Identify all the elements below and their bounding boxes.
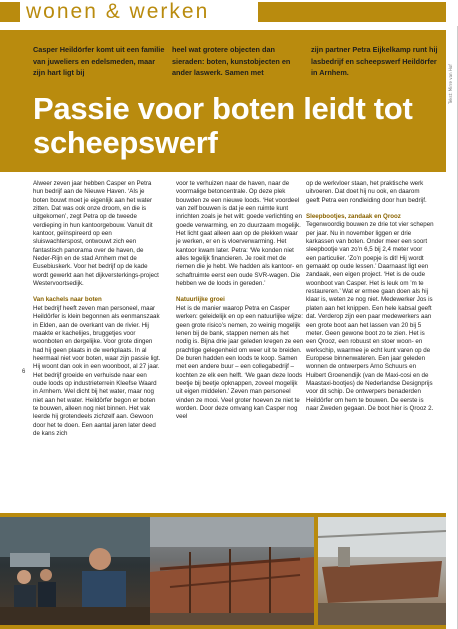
side-credit: Tekst: Mirre van Hof — [448, 64, 453, 104]
paragraph: voor te verhuizen naar de haven, naar de voormalige betoncentrale. Op deze plek bouwden ze een nieuwe loods. ‘Het voordeel van zelf bouwen is dat je een ruimte kunt inrichten zoals je het wilt: goede verlichting en goede verwarming, en zo duurzaam mogelijk. Het licht gaat alleen aan op de plekken waar je werken, er en is vloerverwarming. Het kantoor kwam later. Petra: ‘We konden niet alles tegelijk financieren. Je roeit met de riemen die je hebt. We hadden als kantoor- en schaftruimte eerst een oude SVR-wagen. Die hebben we de loods in gereden.’ — [176, 180, 303, 288]
intro-column-3: zijn partner Petra Eijkelkamp runt hij lasbedrijf en scheepswerf Heildörfer in Arnhem. — [311, 45, 438, 78]
body-column-3 — [306, 180, 434, 413]
masthead-accent-left — [0, 2, 20, 22]
paragraph: op de werkvloer staan, het praktische werk uitvoeren. Dat doet hij nu ook, en daarom geeft Petra een rondleiding door hun bedrijf. — [306, 180, 427, 204]
workshop-people-photo — [0, 517, 150, 625]
body-column-1 — [33, 180, 161, 438]
masthead-accent-right — [258, 2, 446, 22]
paragraph: Het is de manier waarop Petra en Casper werken: geleidelijk en op een natuurlijke wijze: geen grote risico’s nemen, zo weinig mogelijk lenen bij de bank, stappen nemen als het nodig is. Bijna drie jaar geleden kregen ze een prachtige gelegenheid om weer uit te breiden. De buren hadden een loods te koop. Samen met een andere buur – een collegabedrijf – kochten ze elk een helft. ‘We gaan deze loods beetje bij beetje opknappen, zoveel mogelijk uit eigen middelen.’ Zeven man personeel vinden ze mooi. Veel groter hoeven ze niet te worden. Door deze omvang kan Casper nog veel — [176, 304, 304, 421]
body-column-2 — [176, 180, 304, 422]
paragraph: Tegenwoordig bouwen ze drie tot vier schepen per jaar. Nu in november liggen er drie karkassen van boten. Onder meer een soort sleepbootje van zo’n 6,5 bij 2,4 meter voor een particulier. ‘Zo’n poepje is dit! Hij wordt gemaakt op oude lessen.’ Daarnaast ligt een zandaak, een eigen project. ‘Het is de oude woonboot van Casper. Het is leuk om ’m te restaureren.’ Wat er ermee gaan doen als hij klaar is, weten ze nog niet. Medewerker Jos is platen aan het knippen. Een hele kabsal geeft dat. Verderop zijn een paar medewerkers aan een grote boot aan het lassen van 20 bij 5 meter. Geen gewone boot zo te zien. Het is een Qrooz, een robuust en stoer woon- en werkschip, waarmee je echt kunt varen op de Europese binnenwateren. Een jaar geleden wonnen de ontwerpers Arno Schuurs en Huibert Groenendijk (van de Maxi-cosi en de Maastaxi-bootjes) de Nederlandse Designprijs voor dit schip. De ontwerpers benaderden Heildörfer om hem te bouwen. De eerste is naar Zweden gegaan. De boot hier is Qrooz 2. — [306, 221, 434, 412]
masthead — [0, 0, 458, 26]
section-title: wonen & werken — [26, 0, 210, 23]
paragraph: Alweer zeven jaar hebben Casper en Petra hun bedrijf aan de Nieuwe Haven. ‘Als je boten bouwt moet je eigenlijk aan het water zitten. Dat was ook onze droom, en die is uitgekomen’, zegt Petra op de tweede verdieping in hun kantoorgebouw. Vanuit dit kantoor, geïnspireerd op een sluiswachterspost, ontwouwt zich een fantastisch panorama over de haven, de Neder-Rijn en de stad Arnhem met de Eusebiuskerk. Voor het bedrijf op de kade wordt gewerkt aan het dijkversterkings-project Westervoortsedijk. — [33, 180, 159, 288]
subheading: Sleepbootjes, zandaak en Qrooz — [306, 213, 401, 221]
intro-column-1: Casper Heildörfer komt uit een familie van juweliers en edelsmeden, maar zijn hart ligt bij — [33, 45, 165, 78]
paragraph: Het bedrijf heeft zeven man personeel, maar Heildörfer is klein begonnen als eenmanszaak in Elden, aan de overkant van de rivier. Hij maakte er kachelijes, bruggetjes voor woonboten en dergelijke. Voor grote dingen had hij geen plaats in de werkplaats. In al heermaal niet voor boten, waar zijn passie ligt. Hij woont dan ook in een woonboot, al 27 jaar. Het bedrijf groeide en verhuisde naar een oude loods op industrieterrein Kleefse Waard in Arnhem. Wel dicht bij het water, maar nog niet aan het water. Heildörfer begon er boten te bouwen, alleen nog niet binnen. Het vak leerde hij grotendeels zichzelf aan. Gewoon door het te doen. Een aantal jaren later deed de kans zich — [33, 304, 161, 437]
subheading: Natuurlijke groei — [176, 296, 225, 304]
boat-hull-frame-photo — [150, 517, 314, 625]
article-headline: Passie voor boten leidt tot scheepswerf — [33, 91, 413, 160]
page-number: 6 — [22, 369, 26, 375]
boat-hull-in-hall-photo — [318, 517, 446, 625]
subheading: Van kachels naar boten — [33, 296, 102, 304]
intro-column-2: heel wat grotere objecten dan sieraden: boten, kunstobjecten en ander laswerk. Samen met — [172, 45, 291, 78]
